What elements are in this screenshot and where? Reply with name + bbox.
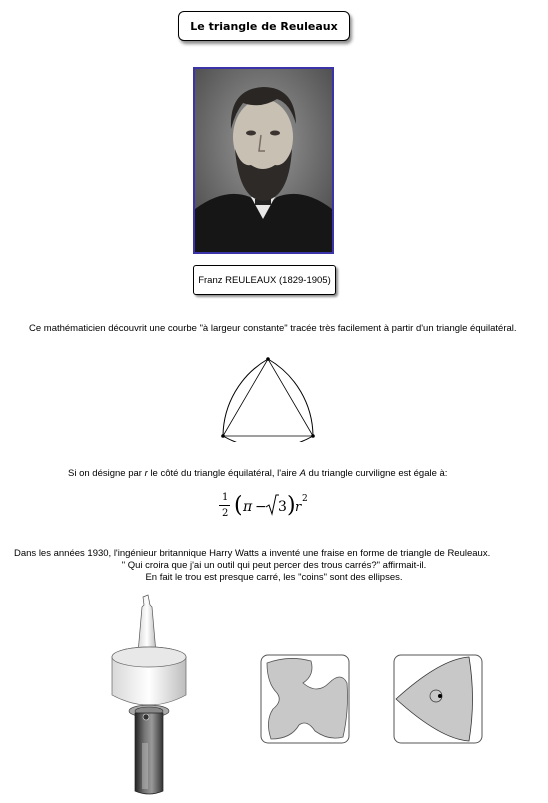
page-title: Le triangle de Reuleaux [178, 11, 350, 41]
watts-text-line-1: Dans les années 1930, l'ingénieur britannique Harry Watts a inventé une fraise en forme de triangle de Reuleaux. [14, 548, 491, 559]
square-hole-cross-section [259, 653, 353, 747]
reuleaux-portrait-photo [193, 67, 334, 254]
watts-text-line-3: En fait le trou est presque carré, les "coins" sont des ellipses. [145, 572, 403, 583]
intro-text: Ce mathématicien découvrit une courbe "à largeur constante" tracée très facilement à partir d'un triangle équilatéral. [29, 323, 517, 334]
area-formula: 1 2 ( π − 3 ) r 2 [215, 488, 315, 528]
area-description: Si on désigne par r le côté du triangle équilatéral, l'aire A du triangle curviligne est égale à: [68, 468, 448, 479]
watts-drill-illustration [104, 593, 194, 799]
reuleaux-triangle-diagram [218, 354, 318, 442]
reuleaux-in-square-diagram [392, 653, 486, 747]
portrait-caption: Franz REULEAUX (1829-1905) [193, 265, 336, 295]
watts-text-line-2: " Qui croira que j'ai un outil qui peut percer des trous carrés?" affirmait-il. [121, 560, 427, 571]
